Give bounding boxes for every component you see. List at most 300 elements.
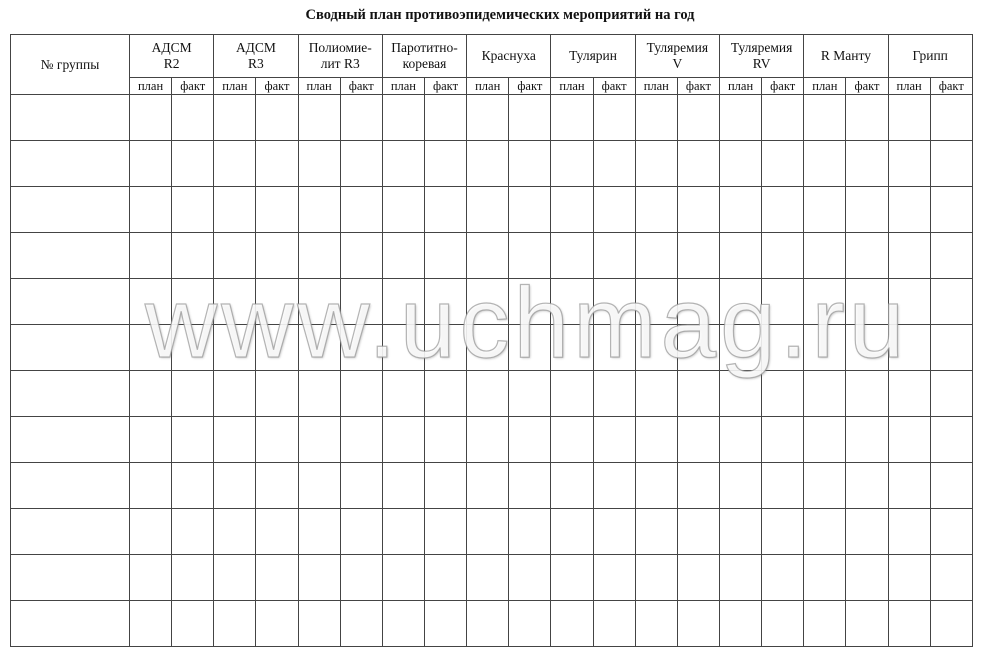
value-cell[interactable]: [130, 141, 172, 187]
value-cell[interactable]: [888, 141, 930, 187]
value-cell[interactable]: [382, 371, 424, 417]
value-cell[interactable]: [298, 187, 340, 233]
value-cell[interactable]: [130, 601, 172, 647]
value-cell[interactable]: [130, 325, 172, 371]
fact-subheader: факт: [762, 78, 804, 95]
value-cell[interactable]: [130, 279, 172, 325]
value-cell[interactable]: [214, 279, 256, 325]
plan-subheader: план: [719, 78, 761, 95]
value-cell[interactable]: [340, 233, 382, 279]
value-cell[interactable]: [677, 601, 719, 647]
group-number-cell[interactable]: [11, 187, 130, 233]
value-cell[interactable]: [635, 95, 677, 141]
value-cell[interactable]: [298, 141, 340, 187]
value-cell[interactable]: [804, 187, 846, 233]
value-cell[interactable]: [214, 187, 256, 233]
value-cell[interactable]: [214, 141, 256, 187]
value-cell[interactable]: [467, 187, 509, 233]
group-header: Паротитно- коревая: [382, 35, 466, 78]
group-number-cell[interactable]: [11, 371, 130, 417]
value-cell[interactable]: [130, 509, 172, 555]
fact-subheader: факт: [930, 78, 972, 95]
value-cell[interactable]: [172, 141, 214, 187]
value-cell[interactable]: [719, 463, 761, 509]
value-cell[interactable]: [930, 509, 972, 555]
value-cell[interactable]: [256, 141, 298, 187]
fact-subheader: факт: [509, 78, 551, 95]
value-cell[interactable]: [256, 233, 298, 279]
value-cell[interactable]: [467, 325, 509, 371]
value-cell[interactable]: [593, 187, 635, 233]
table-row: [11, 371, 973, 417]
table-row: [11, 509, 973, 555]
plan-subheader: план: [130, 78, 172, 95]
document-title: Сводный план противоэпидемических мероприятий на год: [305, 7, 695, 23]
group-header: Грипп: [888, 35, 972, 78]
value-cell[interactable]: [846, 95, 888, 141]
plan-subheader: план: [804, 78, 846, 95]
value-cell[interactable]: [340, 187, 382, 233]
value-cell[interactable]: [593, 95, 635, 141]
value-cell[interactable]: [340, 555, 382, 601]
fact-subheader: факт: [340, 78, 382, 95]
group-header: АДСМ R3: [214, 35, 298, 78]
value-cell[interactable]: [593, 463, 635, 509]
value-cell[interactable]: [677, 141, 719, 187]
value-cell[interactable]: [677, 371, 719, 417]
table-body: [11, 95, 973, 647]
value-cell[interactable]: [172, 325, 214, 371]
value-cell[interactable]: [804, 417, 846, 463]
value-cell[interactable]: [551, 463, 593, 509]
table-row: [11, 555, 973, 601]
value-cell[interactable]: [635, 509, 677, 555]
fact-subheader: факт: [677, 78, 719, 95]
value-cell[interactable]: [424, 555, 466, 601]
plan-subheader: план: [888, 78, 930, 95]
value-cell[interactable]: [593, 233, 635, 279]
value-cell[interactable]: [762, 555, 804, 601]
value-cell[interactable]: [424, 325, 466, 371]
value-cell[interactable]: [214, 233, 256, 279]
value-cell[interactable]: [214, 463, 256, 509]
value-cell[interactable]: [256, 95, 298, 141]
value-cell[interactable]: [382, 463, 424, 509]
group-number-cell[interactable]: [11, 95, 130, 141]
value-cell[interactable]: [340, 325, 382, 371]
value-cell[interactable]: [804, 233, 846, 279]
value-cell[interactable]: [719, 509, 761, 555]
value-cell[interactable]: [467, 555, 509, 601]
value-cell[interactable]: [172, 463, 214, 509]
value-cell[interactable]: [888, 95, 930, 141]
value-cell[interactable]: [340, 417, 382, 463]
value-cell[interactable]: [256, 509, 298, 555]
plan-subheader: план: [298, 78, 340, 95]
value-cell[interactable]: [509, 463, 551, 509]
group-number-cell[interactable]: [11, 509, 130, 555]
group-number-cell[interactable]: [11, 555, 130, 601]
value-cell[interactable]: [298, 233, 340, 279]
value-cell[interactable]: [635, 555, 677, 601]
value-cell[interactable]: [551, 95, 593, 141]
group-header: Туляремия V: [635, 35, 719, 78]
value-cell[interactable]: [340, 95, 382, 141]
value-cell[interactable]: [593, 325, 635, 371]
header-row-subheaders: [11, 78, 973, 95]
value-cell[interactable]: [172, 417, 214, 463]
value-cell[interactable]: [424, 371, 466, 417]
value-cell[interactable]: [677, 555, 719, 601]
value-cell[interactable]: [424, 601, 466, 647]
value-cell[interactable]: [256, 555, 298, 601]
value-cell[interactable]: [340, 279, 382, 325]
value-cell[interactable]: [424, 463, 466, 509]
value-cell[interactable]: [846, 555, 888, 601]
fact-subheader: факт: [593, 78, 635, 95]
value-cell[interactable]: [593, 509, 635, 555]
table-row: [11, 187, 973, 233]
value-cell[interactable]: [298, 509, 340, 555]
value-cell[interactable]: [172, 601, 214, 647]
value-cell[interactable]: [130, 95, 172, 141]
value-cell[interactable]: [551, 509, 593, 555]
fact-subheader: факт: [424, 78, 466, 95]
value-cell[interactable]: [467, 371, 509, 417]
value-cell[interactable]: [424, 233, 466, 279]
value-cell[interactable]: [846, 463, 888, 509]
value-cell[interactable]: [677, 325, 719, 371]
plan-subheader: план: [467, 78, 509, 95]
plan-subheader: план: [214, 78, 256, 95]
group-number-cell[interactable]: [11, 141, 130, 187]
value-cell[interactable]: [677, 509, 719, 555]
value-cell[interactable]: [888, 325, 930, 371]
value-cell[interactable]: [130, 371, 172, 417]
group-number-cell[interactable]: [11, 325, 130, 371]
value-cell[interactable]: [635, 371, 677, 417]
plan-subheader: план: [382, 78, 424, 95]
group-header: АДСМ R2: [130, 35, 214, 78]
table-row: [11, 233, 973, 279]
value-cell[interactable]: [635, 141, 677, 187]
value-cell[interactable]: [382, 233, 424, 279]
fact-subheader: факт: [256, 78, 298, 95]
value-cell[interactable]: [298, 417, 340, 463]
value-cell[interactable]: [635, 463, 677, 509]
value-cell[interactable]: [635, 187, 677, 233]
value-cell[interactable]: [172, 233, 214, 279]
value-cell[interactable]: [256, 279, 298, 325]
fact-subheader: факт: [172, 78, 214, 95]
value-cell[interactable]: [804, 509, 846, 555]
value-cell[interactable]: [888, 371, 930, 417]
value-cell[interactable]: [340, 371, 382, 417]
plan-subheader: план: [551, 78, 593, 95]
table-row: [11, 463, 973, 509]
group-header: R Манту: [804, 35, 888, 78]
value-cell[interactable]: [930, 279, 972, 325]
value-cell[interactable]: [930, 417, 972, 463]
fact-subheader: факт: [846, 78, 888, 95]
value-cell[interactable]: [846, 141, 888, 187]
value-cell[interactable]: [930, 601, 972, 647]
value-cell[interactable]: [172, 555, 214, 601]
value-cell[interactable]: [719, 279, 761, 325]
value-cell[interactable]: [930, 371, 972, 417]
value-cell[interactable]: [172, 279, 214, 325]
group-number-cell[interactable]: [11, 601, 130, 647]
value-cell[interactable]: [762, 233, 804, 279]
plan-table: [10, 34, 973, 647]
value-cell[interactable]: [930, 233, 972, 279]
value-cell[interactable]: [804, 95, 846, 141]
header-row-groups: [11, 35, 973, 78]
value-cell[interactable]: [846, 325, 888, 371]
value-cell[interactable]: [551, 417, 593, 463]
value-cell[interactable]: [719, 233, 761, 279]
group-header: Тулярин: [551, 35, 635, 78]
value-cell[interactable]: [551, 601, 593, 647]
value-cell[interactable]: [172, 371, 214, 417]
value-cell[interactable]: [509, 601, 551, 647]
value-cell[interactable]: [509, 141, 551, 187]
value-cell[interactable]: [340, 463, 382, 509]
value-cell[interactable]: [719, 417, 761, 463]
value-cell[interactable]: [762, 509, 804, 555]
value-cell[interactable]: [551, 325, 593, 371]
value-cell[interactable]: [719, 371, 761, 417]
value-cell[interactable]: [172, 509, 214, 555]
value-cell[interactable]: [424, 417, 466, 463]
value-cell[interactable]: [804, 279, 846, 325]
value-cell[interactable]: [762, 279, 804, 325]
value-cell[interactable]: [593, 417, 635, 463]
group-number-cell[interactable]: [11, 417, 130, 463]
value-cell[interactable]: [467, 417, 509, 463]
group-header: Туляремия RV: [719, 35, 803, 78]
value-cell[interactable]: [467, 141, 509, 187]
value-cell[interactable]: [593, 141, 635, 187]
value-cell[interactable]: [930, 463, 972, 509]
value-cell[interactable]: [509, 509, 551, 555]
value-cell[interactable]: [298, 555, 340, 601]
group-number-cell[interactable]: [11, 463, 130, 509]
value-cell[interactable]: [130, 417, 172, 463]
value-cell[interactable]: [340, 601, 382, 647]
value-cell[interactable]: [424, 509, 466, 555]
value-cell[interactable]: [256, 601, 298, 647]
value-cell[interactable]: [130, 555, 172, 601]
value-cell[interactable]: [888, 233, 930, 279]
group-number-header: № группы: [11, 35, 130, 95]
value-cell[interactable]: [846, 509, 888, 555]
value-cell[interactable]: [382, 555, 424, 601]
value-cell[interactable]: [551, 279, 593, 325]
value-cell[interactable]: [804, 463, 846, 509]
value-cell[interactable]: [551, 371, 593, 417]
value-cell[interactable]: [551, 555, 593, 601]
value-cell[interactable]: [719, 325, 761, 371]
value-cell[interactable]: [214, 371, 256, 417]
value-cell[interactable]: [930, 187, 972, 233]
value-cell[interactable]: [888, 187, 930, 233]
group-header: Краснуха: [467, 35, 551, 78]
value-cell[interactable]: [256, 371, 298, 417]
group-number-cell[interactable]: [11, 279, 130, 325]
value-cell[interactable]: [719, 555, 761, 601]
value-cell[interactable]: [804, 555, 846, 601]
value-cell[interactable]: [635, 601, 677, 647]
value-cell[interactable]: [677, 463, 719, 509]
value-cell[interactable]: [677, 95, 719, 141]
value-cell[interactable]: [298, 95, 340, 141]
value-cell[interactable]: [298, 463, 340, 509]
watermark: www.uchmag.ru: [145, 267, 909, 379]
value-cell[interactable]: [382, 509, 424, 555]
value-cell[interactable]: [930, 141, 972, 187]
table-row: [11, 601, 973, 647]
value-cell[interactable]: [172, 95, 214, 141]
table-row: [11, 325, 973, 371]
value-cell[interactable]: [635, 279, 677, 325]
value-cell[interactable]: [762, 601, 804, 647]
value-cell[interactable]: [551, 233, 593, 279]
value-cell[interactable]: [340, 141, 382, 187]
value-cell[interactable]: [762, 325, 804, 371]
value-cell[interactable]: [719, 141, 761, 187]
value-cell[interactable]: [762, 371, 804, 417]
value-cell[interactable]: [677, 187, 719, 233]
value-cell[interactable]: [256, 463, 298, 509]
value-cell[interactable]: [888, 601, 930, 647]
value-cell[interactable]: [214, 555, 256, 601]
value-cell[interactable]: [719, 187, 761, 233]
value-cell[interactable]: [214, 325, 256, 371]
value-cell[interactable]: [467, 233, 509, 279]
value-cell[interactable]: [509, 279, 551, 325]
value-cell[interactable]: [298, 601, 340, 647]
value-cell[interactable]: [509, 233, 551, 279]
value-cell[interactable]: [888, 417, 930, 463]
value-cell[interactable]: [804, 601, 846, 647]
value-cell[interactable]: [846, 371, 888, 417]
value-cell[interactable]: [762, 463, 804, 509]
value-cell[interactable]: [382, 325, 424, 371]
value-cell[interactable]: [424, 95, 466, 141]
value-cell[interactable]: [593, 601, 635, 647]
value-cell[interactable]: [551, 141, 593, 187]
value-cell[interactable]: [551, 187, 593, 233]
value-cell[interactable]: [888, 279, 930, 325]
value-cell[interactable]: [762, 141, 804, 187]
value-cell[interactable]: [635, 233, 677, 279]
value-cell[interactable]: [846, 279, 888, 325]
value-cell[interactable]: [762, 187, 804, 233]
value-cell[interactable]: [719, 95, 761, 141]
value-cell[interactable]: [762, 417, 804, 463]
value-cell[interactable]: [509, 371, 551, 417]
value-cell[interactable]: [509, 417, 551, 463]
value-cell[interactable]: [424, 187, 466, 233]
value-cell[interactable]: [340, 509, 382, 555]
value-cell[interactable]: [509, 95, 551, 141]
value-cell[interactable]: [804, 325, 846, 371]
value-cell[interactable]: [382, 279, 424, 325]
value-cell[interactable]: [382, 141, 424, 187]
value-cell[interactable]: [467, 601, 509, 647]
value-cell[interactable]: [256, 187, 298, 233]
value-cell[interactable]: [509, 187, 551, 233]
value-cell[interactable]: [256, 417, 298, 463]
value-cell[interactable]: [930, 555, 972, 601]
value-cell[interactable]: [804, 141, 846, 187]
value-cell[interactable]: [382, 417, 424, 463]
value-cell[interactable]: [424, 279, 466, 325]
value-cell[interactable]: [888, 555, 930, 601]
value-cell[interactable]: [888, 463, 930, 509]
value-cell[interactable]: [424, 141, 466, 187]
value-cell[interactable]: [846, 601, 888, 647]
table-row: [11, 279, 973, 325]
value-cell[interactable]: [298, 325, 340, 371]
value-cell[interactable]: [467, 509, 509, 555]
value-cell[interactable]: [382, 601, 424, 647]
value-cell[interactable]: [846, 417, 888, 463]
value-cell[interactable]: [593, 371, 635, 417]
value-cell[interactable]: [382, 187, 424, 233]
group-header: Полиомие- лит R3: [298, 35, 382, 78]
value-cell[interactable]: [298, 279, 340, 325]
group-number-cell[interactable]: [11, 233, 130, 279]
value-cell[interactable]: [762, 95, 804, 141]
value-cell[interactable]: [130, 233, 172, 279]
value-cell[interactable]: [593, 555, 635, 601]
value-cell[interactable]: [677, 233, 719, 279]
value-cell[interactable]: [593, 279, 635, 325]
value-cell[interactable]: [382, 95, 424, 141]
value-cell[interactable]: [846, 187, 888, 233]
value-cell[interactable]: [130, 463, 172, 509]
value-cell[interactable]: [172, 187, 214, 233]
value-cell[interactable]: [298, 371, 340, 417]
value-cell[interactable]: [635, 417, 677, 463]
value-cell[interactable]: [804, 371, 846, 417]
table-row: [11, 417, 973, 463]
value-cell[interactable]: [214, 417, 256, 463]
value-cell[interactable]: [467, 95, 509, 141]
value-cell[interactable]: [509, 555, 551, 601]
table-row: [11, 141, 973, 187]
value-cell[interactable]: [130, 187, 172, 233]
value-cell[interactable]: [719, 601, 761, 647]
value-cell[interactable]: [635, 325, 677, 371]
value-cell[interactable]: [677, 279, 719, 325]
table-row: [11, 95, 973, 141]
value-cell[interactable]: [214, 601, 256, 647]
value-cell[interactable]: [467, 279, 509, 325]
value-cell[interactable]: [930, 95, 972, 141]
value-cell[interactable]: [846, 233, 888, 279]
value-cell[interactable]: [214, 509, 256, 555]
value-cell[interactable]: [509, 325, 551, 371]
value-cell[interactable]: [888, 509, 930, 555]
value-cell[interactable]: [467, 463, 509, 509]
value-cell[interactable]: [256, 325, 298, 371]
value-cell[interactable]: [930, 325, 972, 371]
value-cell[interactable]: [214, 95, 256, 141]
value-cell[interactable]: [677, 417, 719, 463]
